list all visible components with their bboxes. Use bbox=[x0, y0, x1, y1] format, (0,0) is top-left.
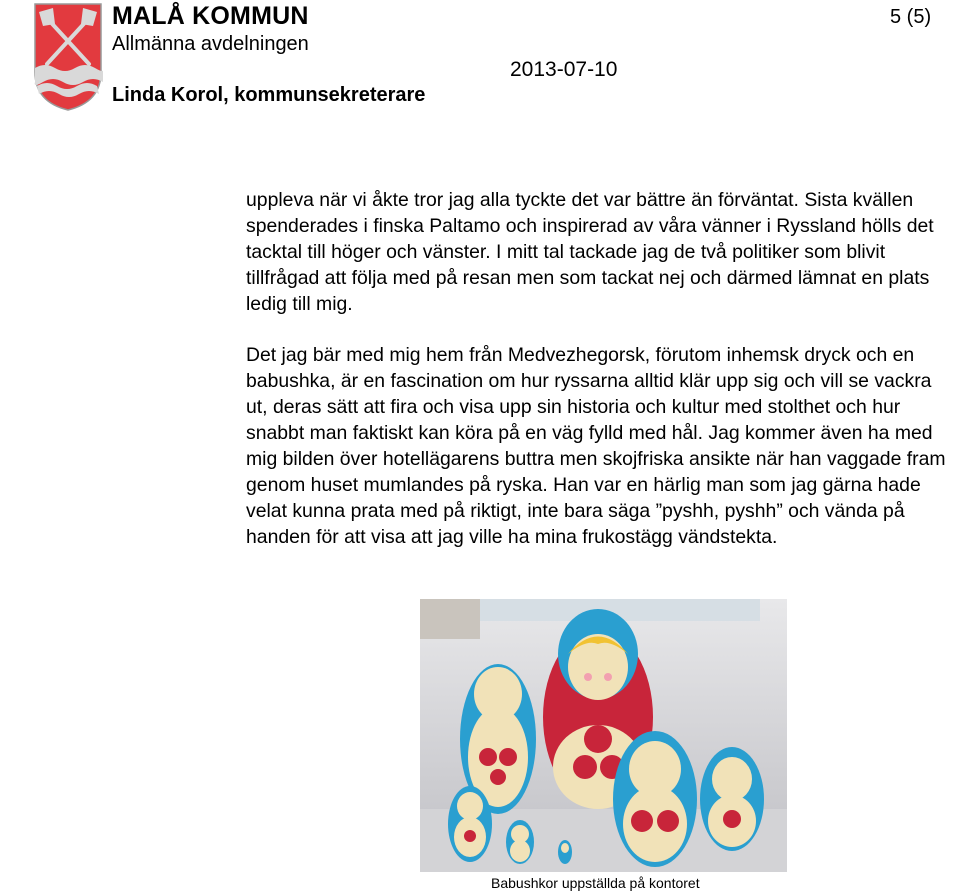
page-number: 5 (5) bbox=[890, 6, 932, 28]
author-line: Linda Korol, kommunsekreterare bbox=[112, 84, 426, 106]
doll-far-right bbox=[700, 747, 764, 851]
organization-name: MALÅ KOMMUN bbox=[112, 2, 309, 30]
document-date: 2013-07-10 bbox=[510, 58, 618, 81]
paragraph-1: uppleva när vi åkte tror jag alla tyckte det var bättre än förväntat. Sista kvällen spenderades i finska Paltamo och inspirerad av våra vänner i Ryssland hölls det tacktal till höger och vänster. I mitt tal tackade jag de två politiker som blivit tillfrågad att följa med på resan men som tackat nej och därmed lämnat en plats ledig till mig. bbox=[246, 189, 934, 315]
coat-of-arms-icon bbox=[33, 2, 103, 112]
doll-small-2 bbox=[506, 820, 534, 864]
doll-small-3 bbox=[558, 840, 572, 864]
paragraph-2: Det jag bär med mig hem från Medvezhegorsk, förutom inhemsk dryck och en babushka, är en fascination om hur ryssarna alltid klär upp sig och vill se vackra ut, deras sätt att fira och visa upp sin historia och kultur med stolthet och hur snabbt man faktiskt kan köra på en väg fylld med hål. Jag kommer även ha med mig bilden över hotellägarens buttra men skojfriska ansikte när han vaggade fram genom huset mumlandes på ryska. Han var en härlig man som jag gärna hade velat kunna prata med på riktigt, inte bara säga ”pyshh, pyshh” och vända på handen för att visa att jag ville ha mina frukostägg vändstekta. bbox=[246, 344, 946, 548]
figure-caption: Babushkor uppställda på kontoret bbox=[491, 875, 700, 891]
matryoshka-photo bbox=[420, 599, 787, 872]
doll-right-middle bbox=[613, 731, 697, 867]
doll-small-1 bbox=[448, 786, 492, 862]
department-name: Allmänna avdelningen bbox=[112, 33, 309, 55]
